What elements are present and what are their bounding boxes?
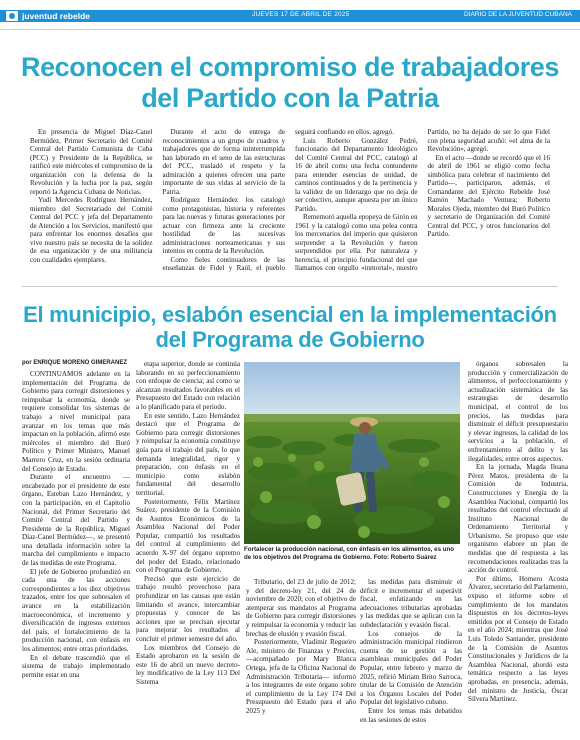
article2-byline: por ENRIQUE MORENO GIMERANEZ [22,360,128,366]
article2-paragraph: etapa superior, donde se continúa laborando en su perfeccionamiento con enfoque de ciencia; así como se alcanzan resultados favorables en el Presupuesto del Estado con relación a lo planificado para el período. [136,360,240,411]
article1-paragraph: Luis Roberto González Pedré, funcionario del Departamento Ideológico del Comité Central del PCC, catalogó al 16 de abril como una fecha contundente para entender esencias de unidad, de caminos continuados y de la pertinencia y la validez de un liderazgo que no deja de ser colectivo, aunque apuesta por un único Partido. [295,136,418,213]
article1-paragraph: Yudí Mercedes Rodríguez Hernández, miembro del Secretariado del Comité Central del PCC y jefa del Departamento de Atención a los Servicios, manifestó que para enfrentar los enormes desafíos que vive nuestro país se necesita de la solidez de esa organización y de una militancia con cualidades ejemplares. [30,196,153,264]
article1-body [30,128,550,280]
article2-paragraph: Posteriormente, Félix Martínez Suárez, presidente de la Comisión de Asuntos Económicos de la Asamblea Nacional del Poder Popular, compartió los resultados del control al cumplimiento del acuerdo X-97 del órgano supremo del poder del Estado, relacionado con el Programa de Gobierno. [136,497,240,575]
article2-column-1 [22,370,130,738]
article2-column-5 [468,360,568,738]
page-header [0,0,580,30]
article2-paragraph: Los miembros del Consejo de Estado aprobaron en la sesión de este 16 de abril un nuevo decreto-ley modificativo de la Ley 113 Del Sistema [136,643,240,686]
article1-paragraph: En presencia de Miguel Díaz-Canel Bermúdez, Primer Secretario del Comité Central del Partido Comunista de Cuba (PCC) y Presidente de la República, se ratificó este miércoles el compromiso de la organización con la defensa de la Revolución y la lucha por la paz, según reportó la Agencia Cubana de Noticias. [30,128,153,196]
article1-paragraph: En el acto —donde se recordó que el 16 de abril de 1961 se eligió como fecha simbólica para celebrar el nacimiento del Partido—, participaron, además, el Comandante del Ejército Rebelde José Ramón Machado Ventura; Roberto Morales Ojeda, miembro del Buró Político y secretario de Organización del Comité Central del PCC, y otros funcionarios del Partido. [427,153,550,238]
masthead-tagline: DIARIO DE LA JUVENTUD CUBANA [464,11,572,18]
article2-headline: El municipio, eslabón esencial en la implementación del Programa de Gobierno [23,302,557,352]
article1-paragraph: Como fieles continuadores de las enseñanzas de Fidel y Raúl, el pueblo seguirá confiando en ellos, agregó. [162,128,394,272]
article2-column-3 [246,578,356,738]
article2-paragraph: CONTINUAMOS adelante en la implementación del Programa de Gobierno para corregir distorsiones y reimpulsar la economía, donde se requiere consolidar los sistemas de trabajo a nivel municipal para avanzar en los temas que más impactan en la población, afirmó este miércoles el miembro del Buró Político y Primer Ministro, Manuel Marrero Cruz, en la sesión ordinaria del Consejo de Estado. [22,370,130,473]
article2-paragraph: órganos sobresalen la producción y comercialización de alimentos, el perfeccionamiento y actualización sistemática de las estrategias de desarrollo municipal, el control de los precios, las medidas para disminuir el déficit presupuestario y elevar ingresos, la calidad de los servicios a la población, el enfrentamiento al delito y las ilegalidades, entre otros aspectos. [468,360,568,463]
paper-logo [6,10,90,22]
article2-paragraph: Entre los temas más debatidos en las sesiones de estos [360,706,462,724]
section-divider [22,286,558,287]
article2-paragraph: Precisó que este ejercicio de trabajo resultó provechoso para profundizar en las causas que están limitando el avance, intercambiar propuestas y conocer de las acciones que se precisan ejecutar para mejorar los resultados al concluir el primer semestre del año. [136,574,240,643]
field-worker-image [244,362,460,544]
article1-paragraph: Rodríguez Hernández los catalogó como protagonistas, historia y referentes para las nuevas y futuras generaciones por actuar con firmeza ante la creciente hostilidad de las sucesivas administraciones norteamericanas y sus intentos en contra de la Revolución. [162,196,285,255]
article2-paragraph: Tributario, del 23 de julio de 2012; y del decreto-ley 21, del 24 de noviembre de 2020; con el objetivo de atemperar sus mandatos al Programa de Gobierno para corregir distorsiones y reimpulsar la economía y reducir las brechas de elusión y evasión fiscal. [246,578,356,638]
article2-paragraph: Los consejos de la administración municipal rindieron cuenta de su gestión a las asambleas municipales del Poder Popular, entre febrero y marzo de 2025, refirió Miriam Brito Sarroca, titular de la Comisión de Atención a los Órganos Locales del Poder Popular del legislativo cubano. [360,629,462,707]
article2-paragraph: En este sentido, Lazo Hernández destacó que el Programa de Gobierno para corregir distorsiones y reimpulsar la economía constituye guía para el trabajo del país, lo que demanda integralidad, rigor y preparación, con énfasis en el municipio como eslabón fundamental del desarrollo territorial. [136,411,240,497]
article2-column-2 [136,360,240,686]
article2-paragraph: En la jornada, Magda Ileana Pérez Matos, presidenta de la Comisión de Industria, Construcciones y Energía de la Asamblea Nacional, compartió los resultados del control efectuado al Instituto Nacional de Ordenamiento Territorial y Urbanismo. Se propuso que este organismo elabore un plan de medidas que dé respuesta a las recomendaciones realizadas tras la acción de control. [468,463,568,575]
article2-paragraph: El jefe de Gobierno profundizó en cada una de las acciones correspondientes a los diez objetivos trazados, entre los que sobresalen el avance en la estabilización macroeconómica, el incremento y diversificación de ingresos externos del país, el fortalecimiento de la producción nacional, con énfasis en los alimentos; entre otras prioridades. [22,567,130,653]
article2-photo [244,362,460,544]
article2-paragraph: En el debate trascendió que el sistema de trabajo implementado permite estar en una [22,653,130,679]
article1-headline: Reconocen el compromiso de trabajadores del Partido con la Patria [20,52,560,113]
article1-paragraph: Rememoró aquella epopeya de Girón en 1961 y la catalogó como una pelea contra los mercenarios del imperio que quisieron sorprender a la Revolución y fueron sorprendidos por ella. Por naturaleza y herencia, el principio fundacional del que llamamos con orgullo «inmortal», nuestro Partido, no ha dejado de ser lo que Fidel con plena seguridad acuñó: «el alma de la Revolución», agregó. [295,128,550,272]
article2-paragraph: Por último, Homero Acosta Álvarez, secretario del Parlamento, expuso el informe sobre el cumplimiento de los mandatos dispuestos en los decretos-leyes emitidos por el Consejo de Estado en el año 2024; mientras que José Luis Toledo Santander, presidente de la Comisión de Asuntos Constitucionales y Jurídicos de la Asamblea Nacional, abordó esta temática respecto a las leyes aprobadas, en presencia, además, del ministro de Justicia, Óscar Silvera Martínez. [468,574,568,704]
article1-paragraph: Durante el acto de entrega de reconocimientos a un grupo de cuadros y trabajadores que de forma ininterrumpida han laborado en el seno de las estructuras del PCC, trasladó el respeto y la admiración a quienes ofrecen una parte importante de sus vidas al servicio de la Patria. [162,128,285,196]
article2-paragraph: Posteriormente, Vladimir Regueiro Ale, ministro de Finanzas y Precios, —acompañado por Mary Blanca Ortega, jefa de la Oficina Nacional de Administración Tributaria— informó a los integrantes de este órgano sobre el cumplimiento de la Ley 174 Del Presupuesto del Estado para el año 2025 y [246,638,356,715]
paper-name: juventud rebelde [22,11,91,21]
photo-caption: Fortalecer la producción nacional, con énfasis en los alimentos, es uno de los objetivos del Programa de Gobierno. Foto: Roberto Suárez [244,546,455,561]
logo-icon [6,11,18,21]
issue-date: JUEVES 17 DE ABRIL DE 2025 [252,11,350,18]
article2-column-4 [360,578,462,738]
article2-paragraph: Durante el encuentro —encabezado por el presidente de este órgano, Esteban Lazo Hernández, y con la participación, en el Capitolio Nacional, del Primer Secretario del Comité Central del Partido y Presidente de la República, Miguel Díaz-Canel Bermúdez—, se presentó una detallada información sobre la marcha del cumplimiento e impacto de las medidas de este Programa. [22,473,130,568]
article2-paragraph: las medidas para disminuir el déficit e incrementar el superávit fiscal, enfatizando en las adecuaciones tributarias aprobadas y las medidas que se aplican con la subdeclaración y evasión fiscal. [360,578,462,629]
